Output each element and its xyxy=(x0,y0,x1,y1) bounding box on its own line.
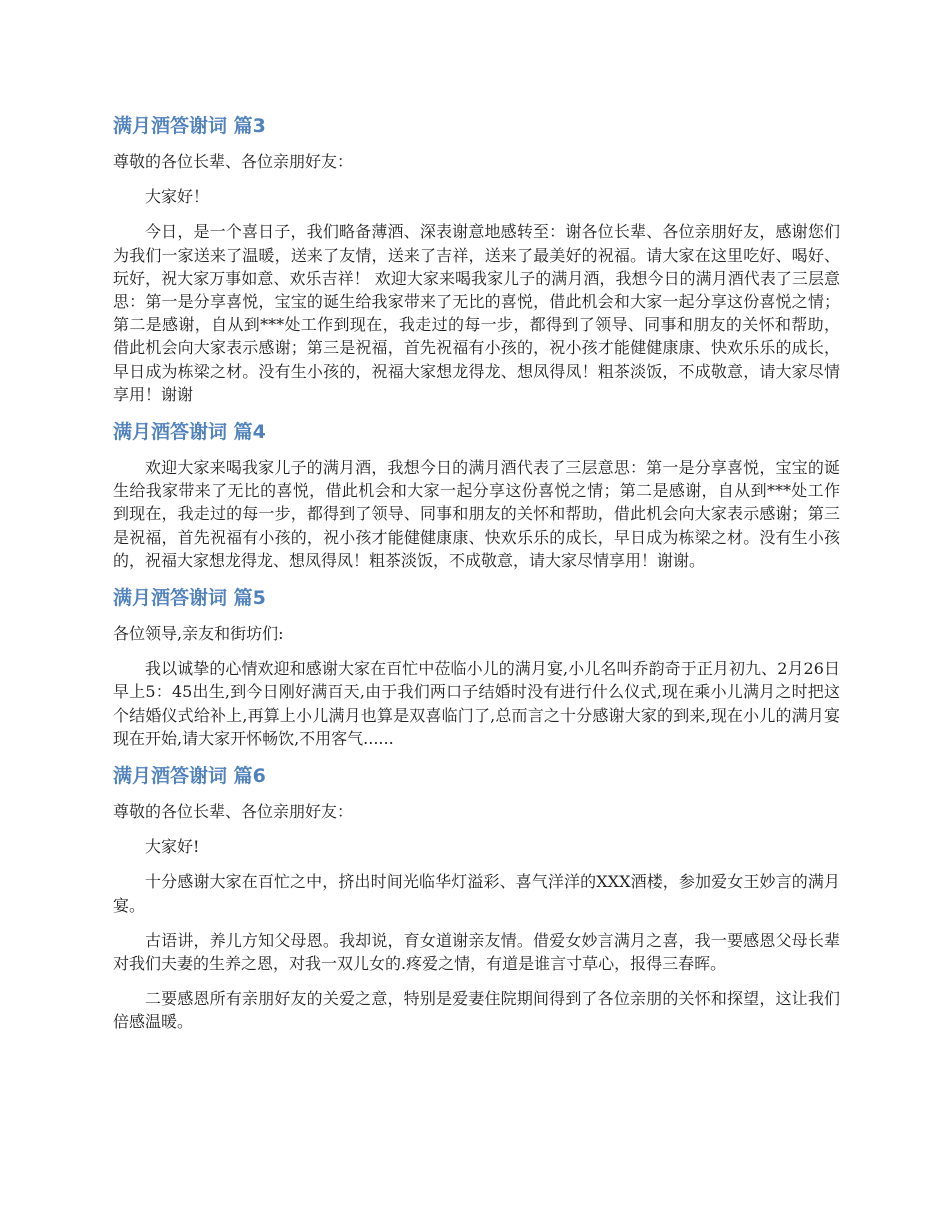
section-heading: 满月酒答谢词 篇5 xyxy=(113,587,266,610)
salutation: 尊敬的各位长辈、各位亲朋好友： xyxy=(113,152,354,171)
section-heading: 满月酒答谢词 篇4 xyxy=(113,421,266,444)
section-6 xyxy=(113,762,840,1034)
salutation: 尊敬的各位长辈、各位亲朋好友： xyxy=(113,802,354,822)
greeting: 大家好！ xyxy=(145,187,210,207)
section-4 xyxy=(113,418,840,572)
body-paragraph: 二要感恩所有亲朋好友的关爱之意，特别是爱妻住院期间得到了各位亲朋的关怀和探望，这让我们倍感温暖。 xyxy=(113,989,840,1032)
section-heading: 满月酒答谢词 篇6 xyxy=(113,765,266,788)
document-page xyxy=(113,112,840,1046)
body-paragraph: 古语讲，养儿方知父母恩。我却说，育女道谢亲友情。借爱女妙言满月之喜，我一要感恩父母长辈对我们夫妻的生养之恩，对我一双儿女的.疼爱之情，有道是谁言寸草心，报得三春晖。 xyxy=(113,930,840,974)
body-paragraph: 我以诚挚的心情欢迎和感谢大家在百忙中莅临小儿的满月宴,小儿名叫乔韵奇于正月初九、2月26日早上5：45出生,到今日刚好满百天,由于我们两口子结婚时没有进行什么仪式,现在乘小儿满月之时把这个结婚仪式给补上,再算上小儿满月也算是双喜临门了,总而言之十分感谢大家的到来,现在小儿的满月宴现在开始,请大家开怀畅饮,不用客气...... xyxy=(113,659,840,748)
body-paragraph: 十分感谢大家在百忙之中，挤出时间光临华灯溢彩、喜气洋洋的XXX酒楼，参加爱女王妙言的满月宴。 xyxy=(113,872,840,915)
section-3 xyxy=(113,112,840,406)
salutation: 各位领导,亲友和街坊们: xyxy=(113,624,284,644)
section-heading: 满月酒答谢词 篇3 xyxy=(113,115,266,137)
body-paragraph: 欢迎大家来喝我家儿子的满月酒，我想今日的满月酒代表了三层意思：第一是分享喜悦，宝宝的诞生给我家带来了无比的喜悦，借此机会和大家一起分享这份喜悦之情；第二是感谢，自从到***处工作到现在，我走过的每一步，都得到了领导、同事和朋友的关怀和帮助，借此机会向大家表示感谢；第三是祝福，首先祝福有小孩的，祝小孩才能健健康康、快欢乐乐的成长，早日成为栋梁之材。没有生小孩的，祝福大家想龙得龙、想凤得凤！粗茶淡饭，不成敬意，请大家尽情享用！谢谢。 xyxy=(113,458,840,570)
greeting: 大家好! xyxy=(145,837,200,857)
section-5 xyxy=(113,584,840,750)
body-paragraph: 今日，是一个喜日子，我们略备薄酒、深表谢意地感转至：谢各位长辈、各位亲朋好友，感谢您们为我们一家送来了温暖，送来了友情，送来了吉祥，送来了最美好的祝福。请大家在这里吃好、喝好、玩好，祝大家万事如意、欢乐吉祥！ 欢迎大家来喝我家儿子的满月酒，我想今日的满月酒代表了三层意思：第一是分享喜悦，宝宝的诞生给我家带来了无比的喜悦，借此机会和大家一起分享这份喜悦之情；第二是感谢，自从到***处工作到现在，我走过的每一步，都得到了领导、同事和朋友的关怀和帮助，借此机会向大家表示感谢；第三是祝福，首先祝福有小孩的，祝小孩才能健健康康、快欢乐乐的成长，早日成为栋梁之材。没有生小孩的，祝福大家想龙得龙、想凤得凤！粗茶淡饭，不成敬意，请大家尽情享用！谢谢 xyxy=(113,222,840,404)
